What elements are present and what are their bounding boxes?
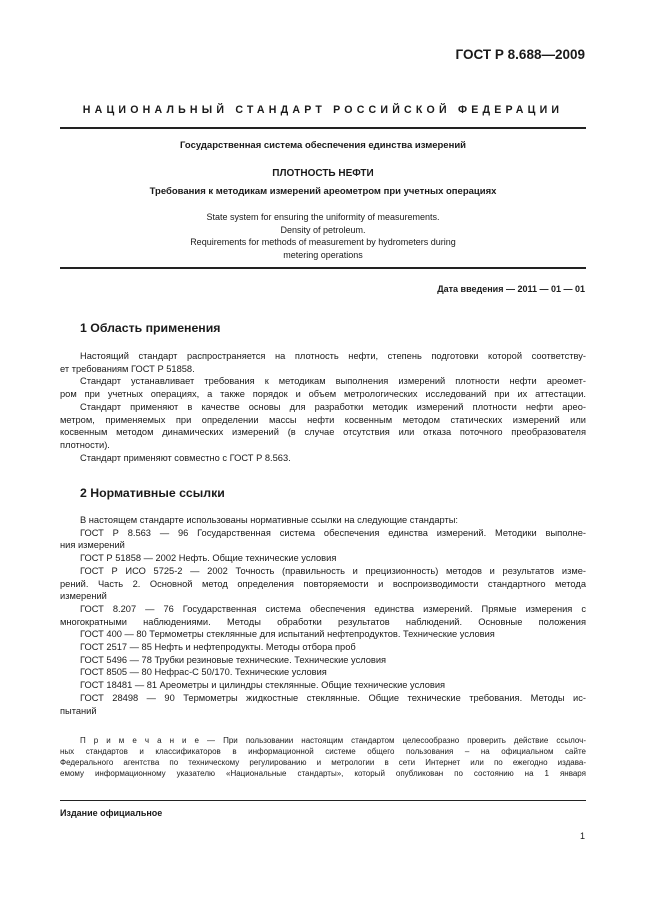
section-2-heading: 2 Нормативные ссылки bbox=[80, 486, 225, 500]
section-2-body bbox=[60, 514, 586, 717]
reference-line: многократными наблюдениями. Методы обработки результатов наблюдений. Основные положения bbox=[60, 616, 586, 627]
page-number: 1 bbox=[579, 831, 585, 841]
english-title-line: Density of petroleum. bbox=[280, 224, 366, 235]
text-line: Стандарт применяют в качестве основы для разработки методик измерений плотности нефти арео- bbox=[80, 401, 586, 412]
document-title: ПЛОТНОСТЬ НЕФТИ bbox=[272, 168, 374, 179]
system-title: Государственная система обеспечения единства измерений bbox=[179, 140, 467, 151]
reference-line: ГОСТ 18481 — 81 Ареометры и цилиндры стеклянные. Общие технические условия bbox=[80, 680, 446, 691]
reference-line: ГОСТ 28498 — 90 Термометры жидкостные стеклянные. Общие технические требования. Методы ис- bbox=[80, 692, 586, 703]
note-line: емому информационному указателю «Национальные стандарты», который опубликован по состоянию на 1 января bbox=[60, 769, 586, 778]
reference-line: ния измерений bbox=[60, 540, 125, 551]
reference-line: ГОСТ 8.207 — 76 Государственная система обеспечения единства измерений. Прямые измерения с bbox=[80, 603, 586, 614]
reference-line: ГОСТ 8505 — 80 Нефрас-С 50/170. Технические условия bbox=[80, 667, 327, 678]
english-title-line: metering operations bbox=[283, 249, 363, 260]
english-title-line: Requirements for methods of measurement by hydrometers during bbox=[190, 237, 456, 248]
introduction-date: Дата введения — 2011 — 01 — 01 bbox=[437, 284, 585, 294]
note-line: П р и м е ч а н и е — При пользовании настоящим стандартом целесообразно проверить действие ссылоч- bbox=[80, 736, 586, 745]
note-line: ных стандартов и классификаторов в информационной системе общего пользования – на официальном сайте bbox=[60, 747, 586, 756]
text-line: Стандарт применяют совместно с ГОСТ Р 8.563. bbox=[80, 452, 291, 463]
text-line: метром, применяемых при определении массы нефти косвенным методом статических измерений или bbox=[60, 414, 586, 425]
reference-line: ГОСТ 2517 — 85 Нефть и нефтепродукты. Методы отбора проб bbox=[80, 642, 356, 653]
text-line: ет требованиям ГОСТ Р 51858. bbox=[60, 363, 195, 374]
english-title-block bbox=[60, 211, 586, 261]
footer-rule bbox=[60, 800, 586, 801]
title-block-rule bbox=[60, 267, 586, 269]
reference-line: ГОСТ 400 — 80 Термометры стеклянные для испытаний нефтепродуктов. Технические условия bbox=[80, 629, 495, 640]
section-1-heading: 1 Область применения bbox=[80, 321, 221, 335]
english-title-line: State system for ensuring the uniformity of measurements. bbox=[206, 212, 440, 222]
text-line: Стандарт устанавливает требования к методикам выполнения измерений плотности нефти ареомет- bbox=[80, 376, 586, 387]
header-rule-top bbox=[60, 127, 586, 129]
note-line: Федерального агентства по техническому регулированию и метрологии в сети Интернет или по ежегодно издава- bbox=[60, 758, 586, 767]
section-1-body bbox=[60, 350, 586, 464]
reference-line: ГОСТ Р 8.563 — 96 Государственная система обеспечения единства измерений. Методики выполне- bbox=[80, 527, 586, 538]
document-subtitle: Требования к методикам измерений ареометром при учетных операциях bbox=[149, 186, 497, 197]
text-line: плотности). bbox=[60, 439, 110, 450]
reference-line: рений. Часть 2. Основной метод определения повторяемости и воспроизводимости стандартного метода bbox=[60, 578, 586, 589]
note-block bbox=[60, 735, 586, 779]
national-standard-title: НАЦИОНАЛЬНЫЙ СТАНДАРТ РОССИЙСКОЙ ФЕДЕРАЦИИ bbox=[82, 104, 564, 116]
reference-line: ГОСТ Р ИСО 5725-2 — 2002 Точность (правильность и прецизионность) методов и результатов изме- bbox=[80, 565, 586, 576]
reference-line: ГОСТ 5496 — 78 Трубки резиновые технические. Технические условия bbox=[80, 654, 387, 665]
text-line: косвенным методом динамических измерений (в случае отсутствия или отказа поточного преобразователя bbox=[60, 427, 586, 438]
gost-number: ГОСТ Р 8.688—2009 bbox=[455, 47, 585, 62]
reference-line: измерений bbox=[60, 591, 107, 602]
official-edition-label: Издание официальное bbox=[60, 808, 163, 818]
reference-line: пытаний bbox=[60, 705, 97, 716]
text-line: ром при учетных операциях, а также порядок и объем метрологических исследований при их аттестации. bbox=[60, 389, 586, 400]
text-line: В настоящем стандарте использованы нормативные ссылки на следующие стандарты: bbox=[80, 515, 459, 525]
reference-line: ГОСТ Р 51858 — 2002 Нефть. Общие технические условия bbox=[80, 553, 337, 564]
text-line: Настоящий стандарт распространяется на плотность нефти, степень подготовки которой соответству- bbox=[80, 351, 586, 361]
